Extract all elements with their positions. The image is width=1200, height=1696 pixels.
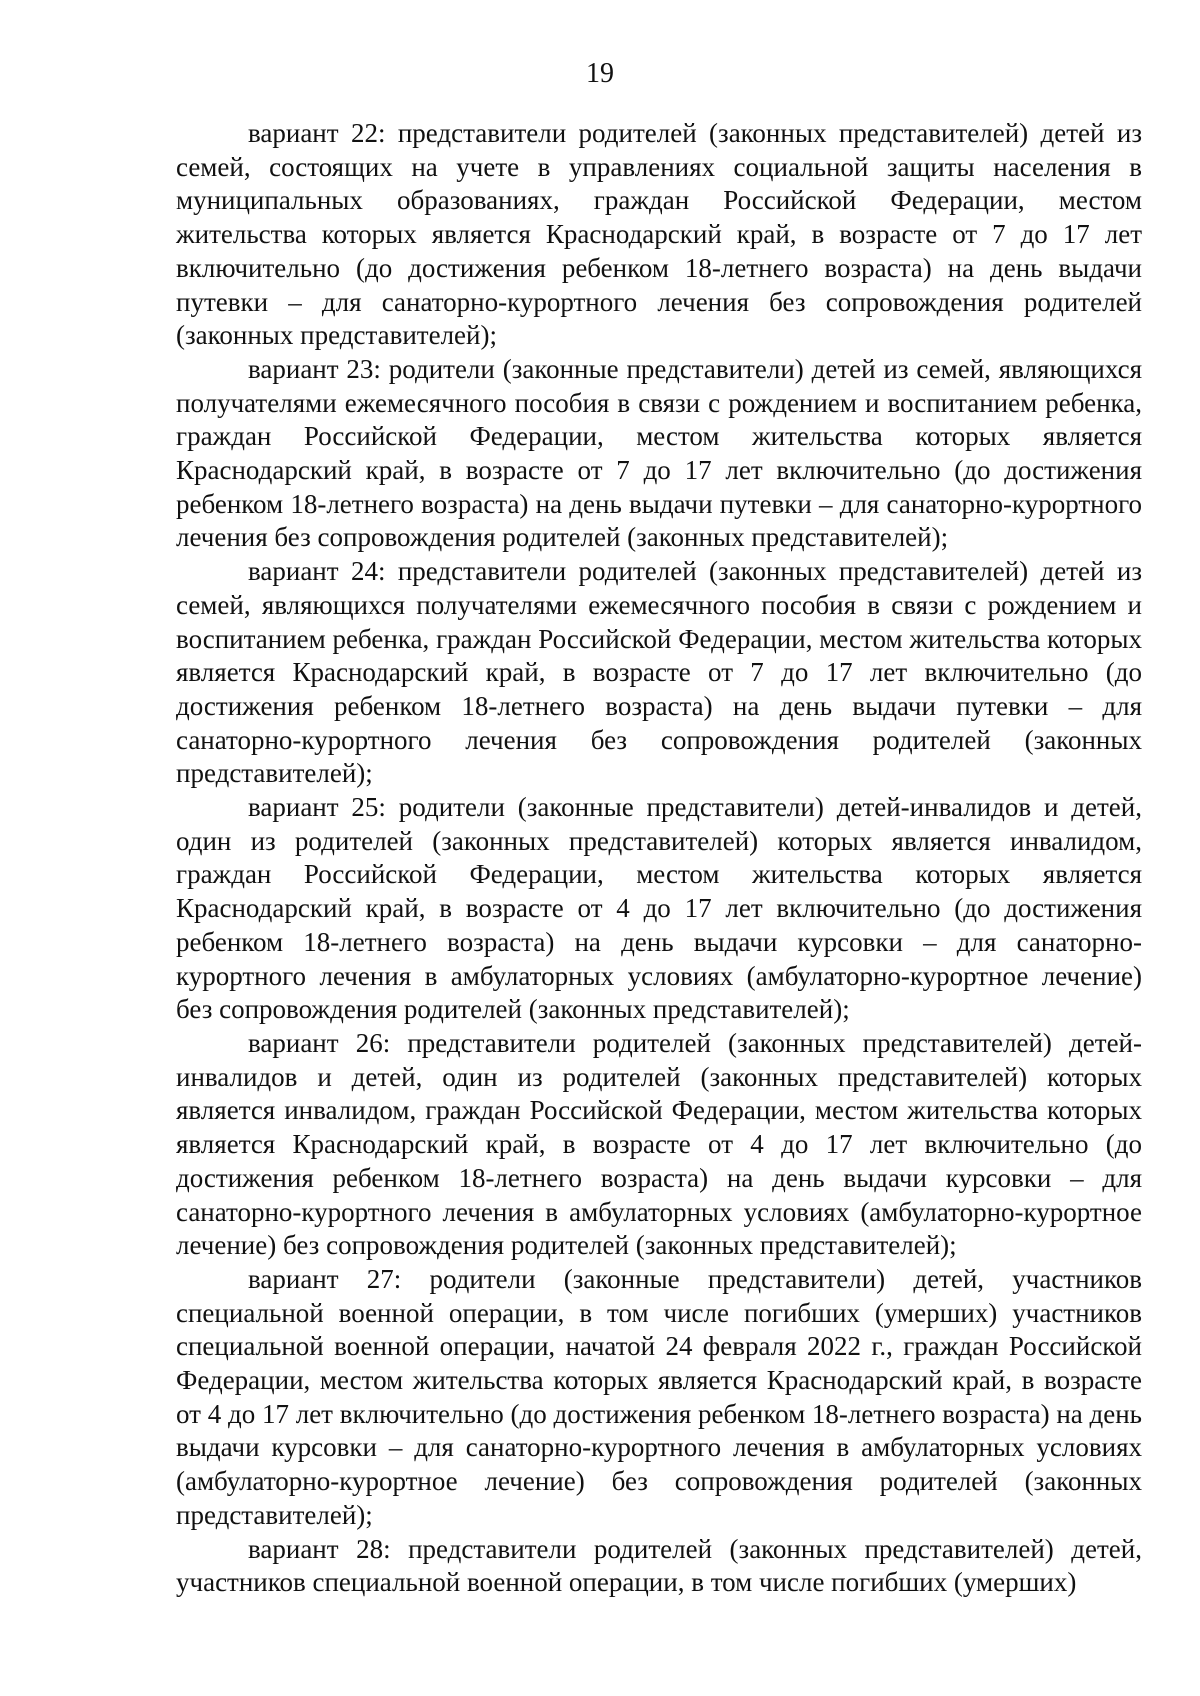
paragraph-variant-28: вариант 28: представители родителей (законных представителей) детей, участников специальной военной операции, в том числе погибших (умерших) bbox=[176, 1533, 1142, 1598]
paragraph-variant-26: вариант 26: представители родителей (законных представителей) детей-инвалидов и детей, один из родителей (законных представителей) которых является инвалидом, граждан Российской Федерации, местом жительства которых является Краснодарский край, в возрасте от 4 до 17 лет включительно (до достижения ребенком 18-летнего возраста) на день выдачи курсовки – для санаторно-курортного лечения в амбулаторных условиях (амбулаторно-курортное лечение) без сопровождения родителей (законных представителей); bbox=[176, 1027, 1142, 1261]
paragraph-variant-23: вариант 23: родители (законные представители) детей из семей, являющихся получателями ежемесячного пособия в связи с рождением и воспитанием ребенка, граждан Российской Федерации, местом жительства которых является Краснодарский край, в возрасте от 7 до 17 лет включительно (до достижения ребенком 18-летнего возраста) на день выдачи путевки – для санаторно-курортного лечения без сопровождения родителей (законных представителей); bbox=[176, 353, 1142, 553]
page-number: 19 bbox=[586, 58, 614, 89]
paragraph-variant-27: вариант 27: родители (законные представители) детей, участников специальной военной операции, в том числе погибших (умерших) участников специальной военной операции, начатой 24 февраля 2022 г., граждан Российской Федерации, местом жительства которых является Краснодарский край, в возрасте от 4 до 17 лет включительно (до достижения ребенком 18-летнего возраста) на день выдачи курсовки – для санаторно-курортного лечения в амбулаторных условиях (амбулаторно-курортное лечение) без сопровождения родителей (законных представителей); bbox=[176, 1263, 1142, 1530]
paragraph-variant-25: вариант 25: родители (законные представители) детей-инвалидов и детей, один из родителей (законных представителей) которых является инвалидом, граждан Российской Федерации, местом жительства которых является Краснодарский край, в возрасте от 4 до 17 лет включительно (до достижения ребенком 18-летнего возраста) на день выдачи курсовки – для санаторно-курортного лечения в амбулаторных условиях (амбулаторно-курортное лечение) без сопровождения родителей (законных представителей); bbox=[176, 792, 1142, 1025]
paragraph-variant-24: вариант 24: представители родителей (законных представителей) детей из семей, являющихся получателями ежемесячного пособия в связи с рождением и воспитанием ребенка, граждан Российской Федерации, местом жительства которых является Краснодарский край, в возрасте от 7 до 17 лет включительно (до достижения ребенком 18-летнего возраста) на день выдачи путевки – для санаторно-курортного лечения без сопровождения родителей (законных представителей); bbox=[176, 556, 1142, 789]
document-body bbox=[176, 117, 1142, 1600]
paragraph-variant-22: вариант 22: представители родителей (законных представителей) детей из семей, состоящих на учете в управлениях социальной защиты населения в муниципальных образованиях, граждан Российской Федерации, местом жительства которых является Краснодарский край, в возрасте от 7 до 17 лет включительно (до достижения ребенком 18-летнего возраста) на день выдачи путевки – для санаторно-курортного лечения без сопровождения родителей (законных представителей); bbox=[176, 118, 1142, 351]
